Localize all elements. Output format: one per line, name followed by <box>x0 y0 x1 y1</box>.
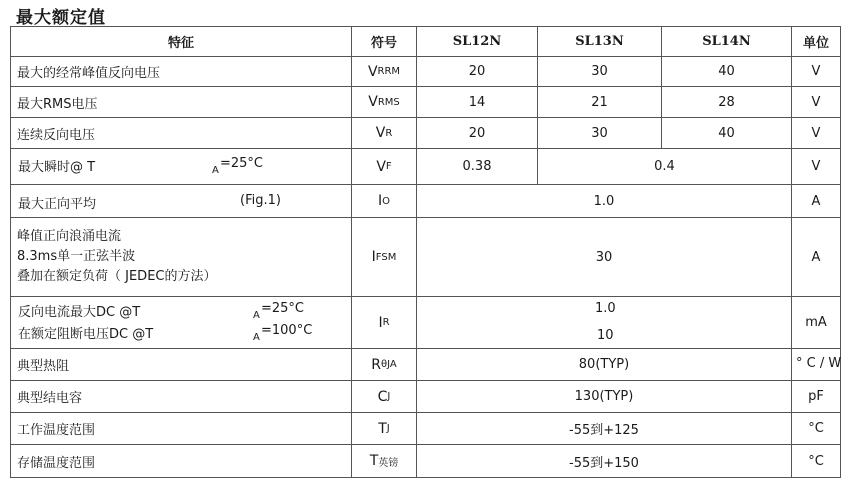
row-symbol: V F <box>351 148 417 185</box>
figure-reference: (Fig.1) <box>240 193 281 208</box>
row-unit: mA <box>791 296 841 349</box>
row-value-merged: 30 <box>416 217 792 297</box>
row-value-merged: -55到+150 <box>416 444 792 478</box>
row-value-sl13n-sl14n: 0.4 <box>537 148 792 185</box>
row-feature: 工作温度范围 <box>10 412 352 445</box>
row-value-sl14n: 40 <box>661 56 792 87</box>
row-feature <box>10 217 352 297</box>
row-unit: °C <box>791 412 841 445</box>
row-feature: 最大的经常峰值反向电压 <box>10 56 352 87</box>
row-feature-line: 反向电流最大DC @T <box>18 305 141 320</box>
header-model-2: SL13N <box>537 26 662 57</box>
row-symbol: V R <box>351 117 417 149</box>
row-value-sl12n: 14 <box>416 86 538 118</box>
row-feature <box>10 184 352 218</box>
row-feature-line: 在额定阻断电压DC @T <box>18 327 154 342</box>
row-feature-line: 叠加在额定负荷（ JEDEC的方法） <box>17 269 217 284</box>
condition-subscript: A <box>212 165 219 176</box>
row-feature-label: 最大瞬时@ T <box>18 160 96 175</box>
row-unit: V <box>791 148 841 185</box>
row-value-merged: -55到+125 <box>416 412 792 445</box>
row-value-merged: 130(TYP) <box>416 380 792 413</box>
condition-temperature: =25°C <box>261 301 305 316</box>
row-value-sl12n: 20 <box>416 56 538 87</box>
header-unit: 单位 <box>791 26 841 57</box>
row-feature: 最大RMS电压 <box>10 86 352 118</box>
row-value-sl13n: 30 <box>537 56 662 87</box>
row-feature-line: 峰值正向浪涌电流 <box>17 229 122 244</box>
row-symbol: V RMS <box>351 86 417 118</box>
row-unit: V <box>791 56 841 87</box>
header-model-3: SL14N <box>661 26 792 57</box>
row-unit <box>791 348 841 381</box>
row-unit: V <box>791 117 841 149</box>
row-unit: A <box>791 184 841 218</box>
header-model-1: SL12N <box>416 26 538 57</box>
row-feature: 典型热阻 <box>10 348 352 381</box>
row-value-sl12n: 0.38 <box>416 148 538 185</box>
condition-temperature: =25°C <box>220 156 264 171</box>
row-feature-line: 8.3ms单一正弦半波 <box>17 249 136 264</box>
row-value-sl14n: 40 <box>661 117 792 149</box>
row-feature <box>10 296 352 349</box>
row-feature: 连续反向电压 <box>10 117 352 149</box>
row-value-merged <box>416 296 792 349</box>
row-unit: A <box>791 217 841 297</box>
condition-temperature: =100°C <box>261 323 313 338</box>
row-unit: V <box>791 86 841 118</box>
row-feature: 典型结电容 <box>10 380 352 413</box>
row-value-sl14n: 28 <box>661 86 792 118</box>
row-value-sl13n: 21 <box>537 86 662 118</box>
row-value-merged: 80(TYP) <box>416 348 792 381</box>
row-symbol: T 英镑 <box>351 444 417 478</box>
value-line: 10 <box>597 328 614 343</box>
value-line: 1.0 <box>595 301 616 316</box>
row-feature <box>10 148 352 185</box>
row-symbol: I O <box>351 184 417 218</box>
row-symbol: I R <box>351 296 417 349</box>
row-symbol: T J <box>351 412 417 445</box>
header-symbol: 符号 <box>351 26 417 57</box>
row-value-sl12n: 20 <box>416 117 538 149</box>
row-unit: °C <box>791 444 841 478</box>
row-symbol: C J <box>351 380 417 413</box>
row-unit: pF <box>791 380 841 413</box>
condition-subscript: A <box>253 310 260 321</box>
row-symbol: R θJA <box>351 348 417 381</box>
row-feature-label: 最大正向平均 <box>18 197 97 212</box>
row-value-merged: 1.0 <box>416 184 792 218</box>
row-symbol: I FSM <box>351 217 417 297</box>
row-value-sl13n: 30 <box>537 117 662 149</box>
row-feature: 存储温度范围 <box>10 444 352 478</box>
unit-text: ° C / W <box>796 356 842 371</box>
condition-subscript: A <box>253 332 260 343</box>
header-feature: 特征 <box>10 26 352 57</box>
page-title: 最大额定值 <box>16 8 106 28</box>
row-symbol: V RRM <box>351 56 417 87</box>
